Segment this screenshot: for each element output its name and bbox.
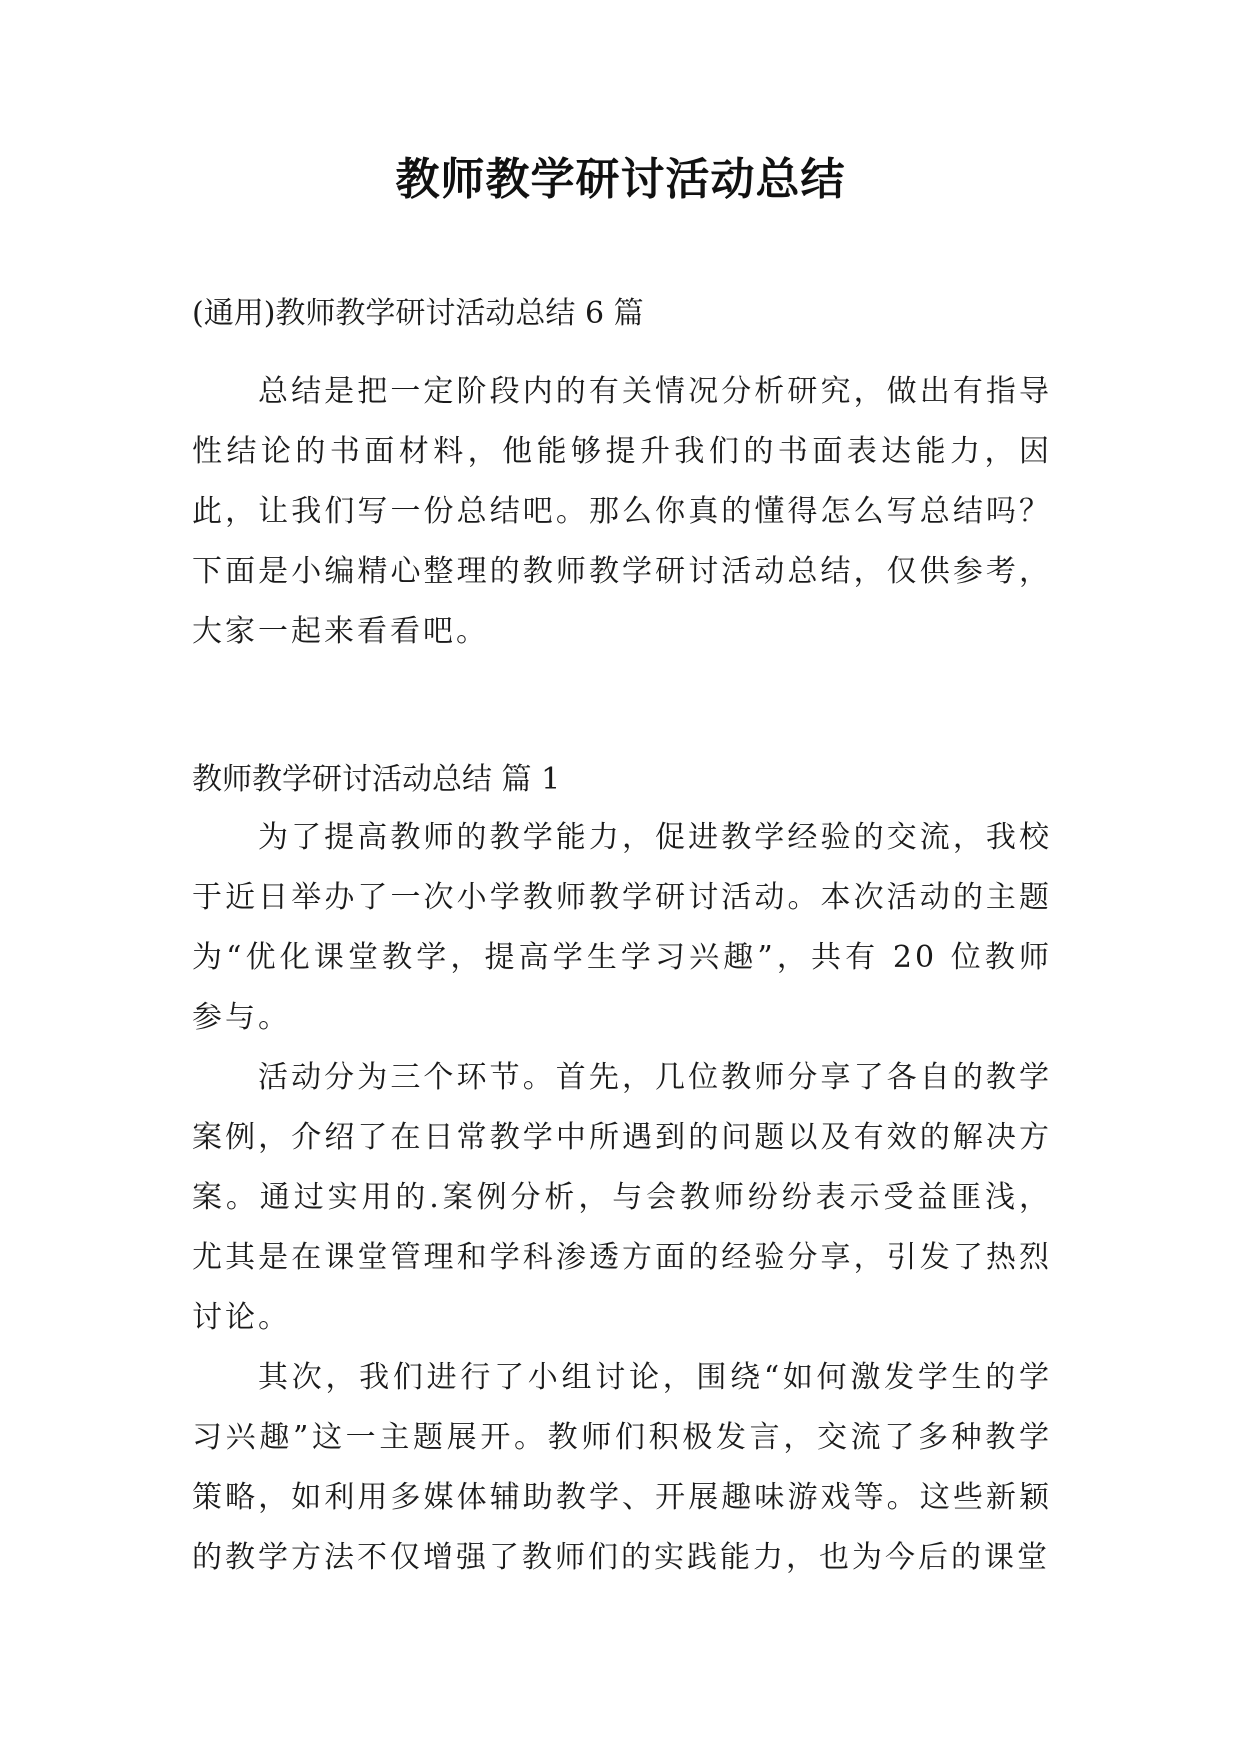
body-paragraph-3: 其次，我们进行了小组讨论，围绕“如何激发学生的学习兴趣”这一主题展开。教师们积极发言，交流了多种教学策略，如利用多媒体辅助教学、开展趣味游戏等。这些新颖的教学方法不仅增强了教师们的实践能力，也为今后的课堂 xyxy=(192,1360,1052,1575)
section-heading: 教师教学研讨活动总结 篇 1 xyxy=(192,762,561,797)
document-title: 教师教学研讨活动总结 xyxy=(395,154,846,205)
document-subtitle: (通用)教师教学研讨活动总结 6 篇 xyxy=(192,296,644,331)
body-paragraph-1: 为了提高教师的教学能力，促进教学经验的交流，我校于近日举办了一次小学教师教学研讨活动。本次活动的主题为“优化课堂教学，提高学生学习兴趣”，共有 20 位教师参与。 xyxy=(192,820,1052,1035)
intro-paragraph: 总结是把一定阶段内的有关情况分析研究，做出有指导性结论的书面材料，他能够提升我们的书面表达能力，因此，让我们写一份总结吧。那么你真的懂得怎么写总结吗？下面是小编精心整理的教师教学研讨活动总结，仅供参考，大家一起来看看吧。 xyxy=(192,374,1052,649)
body-paragraph-2: 活动分为三个环节。首先，几位教师分享了各自的教学案例，介绍了在日常教学中所遇到的问题以及有效的解决方案。通过实用的.案例分析，与会教师纷纷表示受益匪浅，尤其是在课堂管理和学科渗透方面的经验分享，引发了热烈讨论。 xyxy=(192,1060,1052,1335)
